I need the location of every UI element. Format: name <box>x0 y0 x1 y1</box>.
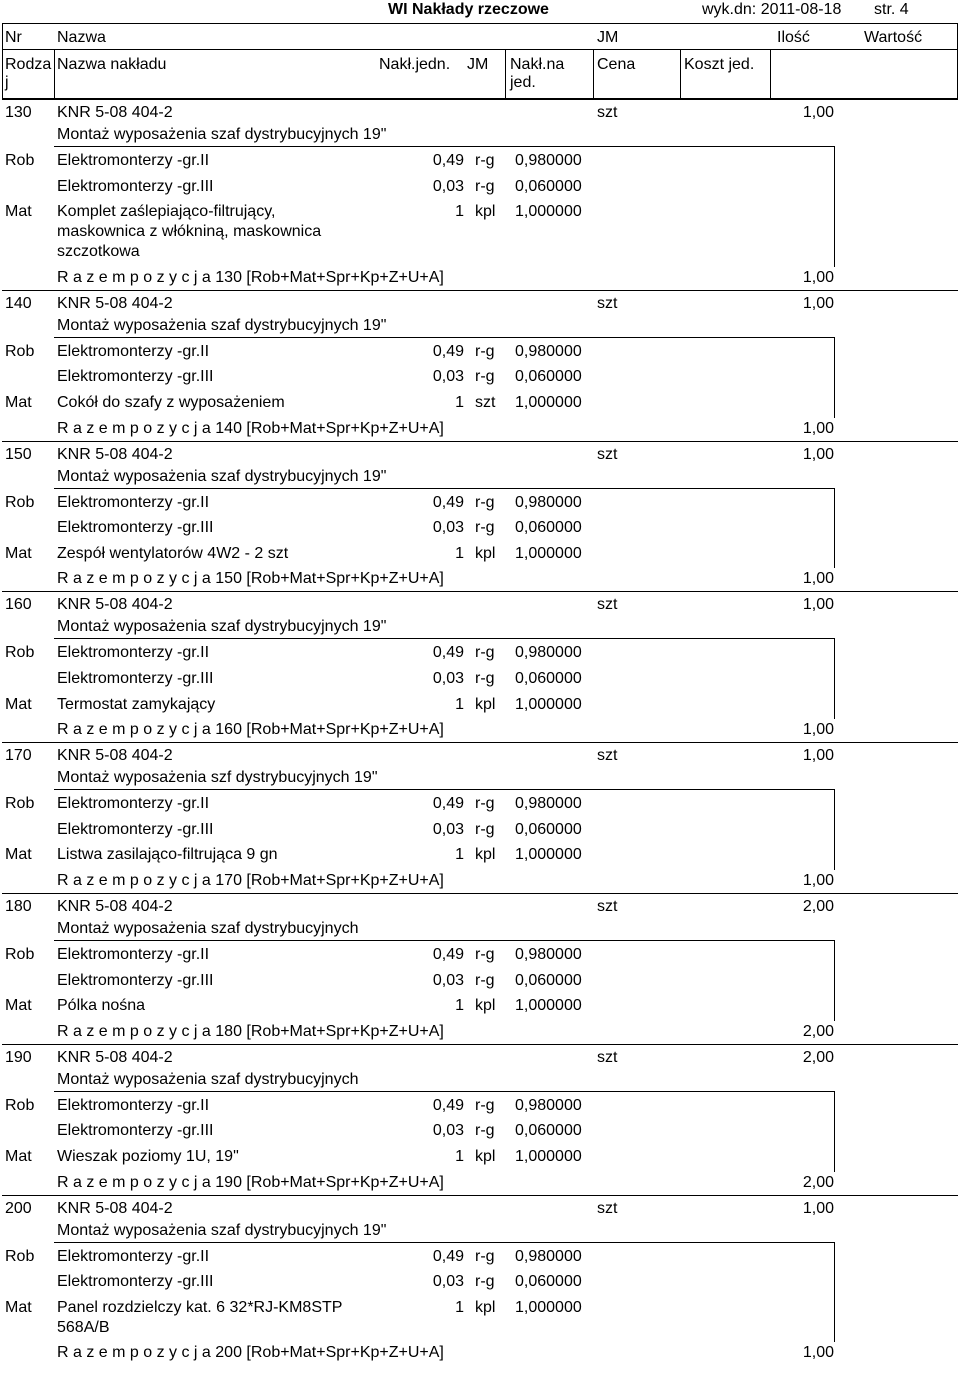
resource-name: Elektromonterzy -gr.III <box>57 1122 214 1140</box>
resources-top-rule <box>54 488 834 489</box>
position-unit: szt <box>597 747 618 765</box>
resource-norm: 0,49 <box>432 795 464 813</box>
header-jm2: JM <box>467 56 489 73</box>
position-description: Montaż wyposażenia szaf dystrybucyjnych 19" <box>57 467 387 485</box>
position-total: 2,00 <box>802 1022 834 1040</box>
position-total-label: R a z e m p o z y c j a 180 [Rob+Mat+Spr+Kp+Z+U+A] <box>57 1022 444 1040</box>
resource-name: maskownica z włókniną, maskownica <box>57 223 322 241</box>
resource-per-unit: 0,980000 <box>515 946 582 963</box>
resource-per-unit: 0,060000 <box>515 177 582 195</box>
resources-top-rule <box>54 789 834 790</box>
resource-name: Elektromonterzy -gr.III <box>57 670 214 687</box>
resource-norm: 1 <box>455 1148 464 1165</box>
resource-per-unit: 1,000000 <box>515 695 582 713</box>
rule-line <box>593 49 594 98</box>
header-rodzaj: Rodza <box>5 56 52 73</box>
resource-unit: szt <box>475 394 496 411</box>
resource-norm: 0,49 <box>432 152 464 169</box>
resource-unit: r-g <box>475 493 495 511</box>
resource-per-unit: 0,980000 <box>515 644 582 662</box>
resource-unit: r-g <box>475 820 495 838</box>
position-nr: 130 <box>5 104 32 121</box>
position-qty: 1,00 <box>802 596 834 614</box>
resource-norm: 1 <box>455 394 464 411</box>
position-description: Montaż wyposażenia szf dystrybucyjnych 19" <box>57 769 378 787</box>
resource-name: Elektromonterzy -gr.II <box>57 946 210 963</box>
resource-norm: 0,03 <box>432 971 464 989</box>
resource-norm: 1 <box>455 544 464 562</box>
total-column-rule <box>834 488 835 569</box>
position-description: Montaż wyposażenia szaf dystrybucyjnych 19" <box>57 618 387 636</box>
resource-per-unit: 0,980000 <box>515 1096 582 1114</box>
resource-unit: r-g <box>475 1273 495 1291</box>
resource-unit: r-g <box>475 342 495 360</box>
position-description: Montaż wyposażenia szaf dystrybucyjnych 19" <box>57 126 387 143</box>
resource-kind: Mat <box>5 846 32 864</box>
position-unit: szt <box>597 1048 618 1066</box>
header-jm: JM <box>597 29 619 46</box>
resource-kind: Rob <box>5 152 35 169</box>
position-top-rule <box>2 893 958 894</box>
resource-per-unit: 0,980000 <box>515 1247 582 1265</box>
position-qty: 1,00 <box>802 747 834 765</box>
resource-norm: 0,49 <box>432 1096 464 1114</box>
resource-per-unit: 0,060000 <box>515 519 582 537</box>
header-nazwa-nakladu: Nazwa nakładu <box>57 56 167 73</box>
resource-name: Elektromonterzy -gr.II <box>57 342 210 360</box>
resource-unit: r-g <box>475 1122 495 1140</box>
resource-kind: Rob <box>5 1096 35 1114</box>
resource-unit: kpl <box>475 997 496 1015</box>
resource-norm: 0,03 <box>432 820 464 838</box>
position-qty: 1,00 <box>802 445 834 463</box>
position-unit: szt <box>597 1199 618 1217</box>
position-description: Montaż wyposażenia szaf dystrybucyjnych <box>57 1070 359 1088</box>
total-column-rule <box>834 146 835 267</box>
page-number: str. 4 <box>874 1 909 18</box>
resource-kind: Mat <box>5 203 32 221</box>
resource-per-unit: 0,060000 <box>515 1122 582 1140</box>
resource-kind: Rob <box>5 1247 35 1265</box>
resource-name: Elektromonterzy -gr.II <box>57 493 210 511</box>
resource-unit: r-g <box>475 795 495 813</box>
resource-per-unit: 1,000000 <box>515 997 582 1015</box>
position-description: Montaż wyposażenia szaf dystrybucyjnych 19" <box>57 316 387 334</box>
position-nr: 180 <box>5 898 32 915</box>
resource-per-unit: 0,060000 <box>515 368 582 386</box>
position-code: KNR 5-08 404-2 <box>57 596 173 614</box>
position-code: KNR 5-08 404-2 <box>57 294 173 312</box>
position-qty: 1,00 <box>802 1199 834 1217</box>
resource-per-unit: 0,980000 <box>515 493 582 511</box>
position-unit: szt <box>597 596 618 614</box>
resource-unit: r-g <box>475 946 495 963</box>
position-code: KNR 5-08 404-2 <box>57 747 173 765</box>
resource-unit: r-g <box>475 177 495 195</box>
resource-per-unit: 1,000000 <box>515 544 582 562</box>
position-total: 1,00 <box>802 419 834 437</box>
resources-top-rule <box>54 337 834 338</box>
header-nr: Nr <box>5 29 22 46</box>
resource-norm: 0,03 <box>432 1273 464 1291</box>
position-total-label: R a z e m p o z y c j a 200 [Rob+Mat+Spr+Kp+Z+U+A] <box>57 1344 444 1362</box>
resource-unit: r-g <box>475 368 495 386</box>
resource-unit: r-g <box>475 1096 495 1114</box>
position-total-label: R a z e m p o z y c j a 150 [Rob+Mat+Spr+Kp+Z+U+A] <box>57 570 444 588</box>
position-top-rule <box>2 591 958 592</box>
resource-unit: kpl <box>475 544 496 562</box>
header-wartosc: Wartość <box>864 29 923 46</box>
resource-unit: kpl <box>475 846 496 864</box>
header-top-rule <box>2 23 958 24</box>
position-unit: szt <box>597 898 618 915</box>
resource-unit: kpl <box>475 695 496 713</box>
position-total-label: R a z e m p o z y c j a 160 [Rob+Mat+Spr+Kp+Z+U+A] <box>57 721 444 739</box>
header-nakl-na-cont: jed. <box>510 74 536 91</box>
resource-name: Elektromonterzy -gr.III <box>57 519 214 537</box>
resource-norm: 0,03 <box>432 1122 464 1140</box>
resource-name: Elektromonterzy -gr.II <box>57 152 210 169</box>
resource-kind: Mat <box>5 544 32 562</box>
position-total-label: R a z e m p o z y c j a 190 [Rob+Mat+Spr+Kp+Z+U+A] <box>57 1173 444 1191</box>
resource-norm: 1 <box>455 1298 464 1316</box>
resource-unit: kpl <box>475 1298 496 1316</box>
resource-name: Elektromonterzy -gr.III <box>57 971 214 989</box>
position-top-rule <box>2 99 958 100</box>
position-total: 1,00 <box>802 1344 834 1362</box>
resource-kind: Rob <box>5 795 35 813</box>
resource-unit: r-g <box>475 1247 495 1265</box>
resource-name: Listwa zasilająco-filtrująca 9 gn <box>57 846 278 864</box>
position-top-rule <box>2 290 958 291</box>
position-total-label: R a z e m p o z y c j a 130 [Rob+Mat+Spr+Kp+Z+U+A] <box>57 268 444 286</box>
resource-kind: Rob <box>5 342 35 360</box>
resource-norm: 1 <box>455 695 464 713</box>
resource-unit: kpl <box>475 1148 496 1165</box>
position-code: KNR 5-08 404-2 <box>57 1199 173 1217</box>
position-code: KNR 5-08 404-2 <box>57 898 173 915</box>
resource-norm: 0,03 <box>432 177 464 195</box>
resource-per-unit: 0,980000 <box>515 342 582 360</box>
resource-kind: Mat <box>5 1298 32 1316</box>
resource-kind: Mat <box>5 695 32 713</box>
resource-norm: 0,03 <box>432 368 464 386</box>
rule-line <box>2 23 3 98</box>
resources-top-rule <box>54 1242 834 1243</box>
resource-unit: r-g <box>475 152 495 169</box>
resource-norm: 1 <box>455 997 464 1015</box>
header-nakl-jedn: Nakł.jedn. <box>379 56 451 73</box>
resource-name: Elektromonterzy -gr.III <box>57 1273 214 1291</box>
resource-per-unit: 1,000000 <box>515 1148 582 1165</box>
resource-unit: r-g <box>475 670 495 687</box>
position-code: KNR 5-08 404-2 <box>57 445 173 463</box>
position-total: 1,00 <box>802 872 834 889</box>
resource-kind: Mat <box>5 1148 32 1165</box>
position-total: 1,00 <box>802 268 834 286</box>
resource-per-unit: 0,060000 <box>515 971 582 989</box>
position-total: 1,00 <box>802 570 834 588</box>
rule-line <box>54 49 55 98</box>
position-qty: 1,00 <box>802 294 834 312</box>
resource-kind: Rob <box>5 493 35 511</box>
resource-name: Elektromonterzy -gr.III <box>57 368 214 386</box>
resource-name: Elektromonterzy -gr.II <box>57 644 210 662</box>
position-unit: szt <box>597 294 618 312</box>
position-unit: szt <box>597 445 618 463</box>
resource-kind: Rob <box>5 644 35 662</box>
total-column-rule <box>834 1091 835 1172</box>
position-qty: 2,00 <box>802 898 834 915</box>
resource-kind: Rob <box>5 946 35 963</box>
resource-unit: r-g <box>475 971 495 989</box>
resource-kind: Mat <box>5 997 32 1015</box>
resources-top-rule <box>54 638 834 639</box>
resource-norm: 0,49 <box>432 493 464 511</box>
rule-line <box>680 49 681 98</box>
resources-top-rule <box>54 940 834 941</box>
position-top-rule <box>2 1195 958 1196</box>
resource-norm: 0,03 <box>432 519 464 537</box>
resource-name: Elektromonterzy -gr.III <box>57 820 214 838</box>
resource-norm: 0,49 <box>432 644 464 662</box>
resource-name: Zespół wentylatorów 4W2 - 2 szt <box>57 544 289 562</box>
rule-line <box>770 49 771 98</box>
resource-name: Cokół do szafy z wyposażeniem <box>57 394 285 411</box>
rule-line <box>957 23 958 98</box>
header-koszt: Koszt jed. <box>684 56 755 73</box>
position-total: 1,00 <box>802 721 834 739</box>
resource-unit: r-g <box>475 644 495 662</box>
resource-per-unit: 1,000000 <box>515 1298 582 1316</box>
resource-unit: kpl <box>475 203 496 221</box>
resource-per-unit: 1,000000 <box>515 846 582 864</box>
report-title: WI Nakłady rzeczowe <box>388 1 549 18</box>
position-nr: 150 <box>5 445 32 463</box>
resource-norm: 1 <box>455 203 464 221</box>
resources-top-rule <box>54 1091 834 1092</box>
position-qty: 1,00 <box>802 104 834 121</box>
position-qty: 2,00 <box>802 1048 834 1066</box>
resource-name: Wieszak poziomy 1U, 19" <box>57 1148 239 1165</box>
position-unit: szt <box>597 104 618 121</box>
resource-norm: 0,49 <box>432 342 464 360</box>
header-cena: Cena <box>597 56 636 73</box>
resource-name: Elektromonterzy -gr.II <box>57 1247 210 1265</box>
resource-per-unit: 1,000000 <box>515 394 582 411</box>
resource-per-unit: 0,980000 <box>515 795 582 813</box>
header-nakl-na: Nakł.na <box>510 56 565 73</box>
header-ilosc: Ilość <box>777 29 810 46</box>
total-column-rule <box>834 337 835 418</box>
position-total: 2,00 <box>802 1173 834 1191</box>
resource-per-unit: 0,060000 <box>515 670 582 687</box>
position-code: KNR 5-08 404-2 <box>57 1048 173 1066</box>
resource-norm: 1 <box>455 846 464 864</box>
total-column-rule <box>834 789 835 870</box>
position-nr: 190 <box>5 1048 32 1066</box>
resource-unit: r-g <box>475 519 495 537</box>
resource-per-unit: 0,060000 <box>515 820 582 838</box>
resource-name: Komplet zaślepiająco-filtrujący, <box>57 203 276 221</box>
position-nr: 160 <box>5 596 32 614</box>
position-nr: 140 <box>5 294 32 312</box>
header-nazwa: Nazwa <box>57 29 106 46</box>
resource-norm: 0,49 <box>432 1247 464 1265</box>
resource-name: 568A/B <box>57 1318 110 1336</box>
position-total-label: R a z e m p o z y c j a 170 [Rob+Mat+Spr+Kp+Z+U+A] <box>57 872 444 889</box>
total-column-rule <box>834 940 835 1021</box>
position-nr: 200 <box>5 1199 32 1217</box>
position-description: Montaż wyposażenia szaf dystrybucyjnych 19" <box>57 1221 387 1239</box>
position-nr: 170 <box>5 747 32 765</box>
position-top-rule <box>2 441 958 442</box>
total-column-rule <box>834 638 835 719</box>
header-rodzaj-cont: j <box>5 74 9 91</box>
position-total-label: R a z e m p o z y c j a 140 [Rob+Mat+Spr+Kp+Z+U+A] <box>57 419 444 437</box>
resource-name: Pólka nośna <box>57 997 146 1015</box>
resource-name: Elektromonterzy -gr.II <box>57 1096 210 1114</box>
total-column-rule <box>834 1242 835 1343</box>
position-top-rule <box>2 742 958 743</box>
resource-per-unit: 0,980000 <box>515 152 582 169</box>
rule-line <box>505 49 506 98</box>
resource-name: Elektromonterzy -gr.II <box>57 795 210 813</box>
position-code: KNR 5-08 404-2 <box>57 104 173 121</box>
resource-name: Elektromonterzy -gr.III <box>57 177 214 195</box>
position-description: Montaż wyposażenia szaf dystrybucyjnych <box>57 920 359 937</box>
resource-name: Panel rozdzielczy kat. 6 32*RJ-KM8STP <box>57 1298 343 1316</box>
resources-top-rule <box>54 146 834 147</box>
resource-kind: Mat <box>5 394 32 411</box>
print-date: wyk.dn: 2011-08-18 <box>702 1 842 18</box>
resource-name: Termostat zamykający <box>57 695 216 713</box>
position-top-rule <box>2 1044 958 1045</box>
resource-norm: 0,03 <box>432 670 464 687</box>
header-mid-rule <box>2 49 958 50</box>
resource-norm: 0,49 <box>432 946 464 963</box>
resource-per-unit: 1,000000 <box>515 203 582 221</box>
resource-name: szczotkowa <box>57 243 140 261</box>
resource-per-unit: 0,060000 <box>515 1273 582 1291</box>
